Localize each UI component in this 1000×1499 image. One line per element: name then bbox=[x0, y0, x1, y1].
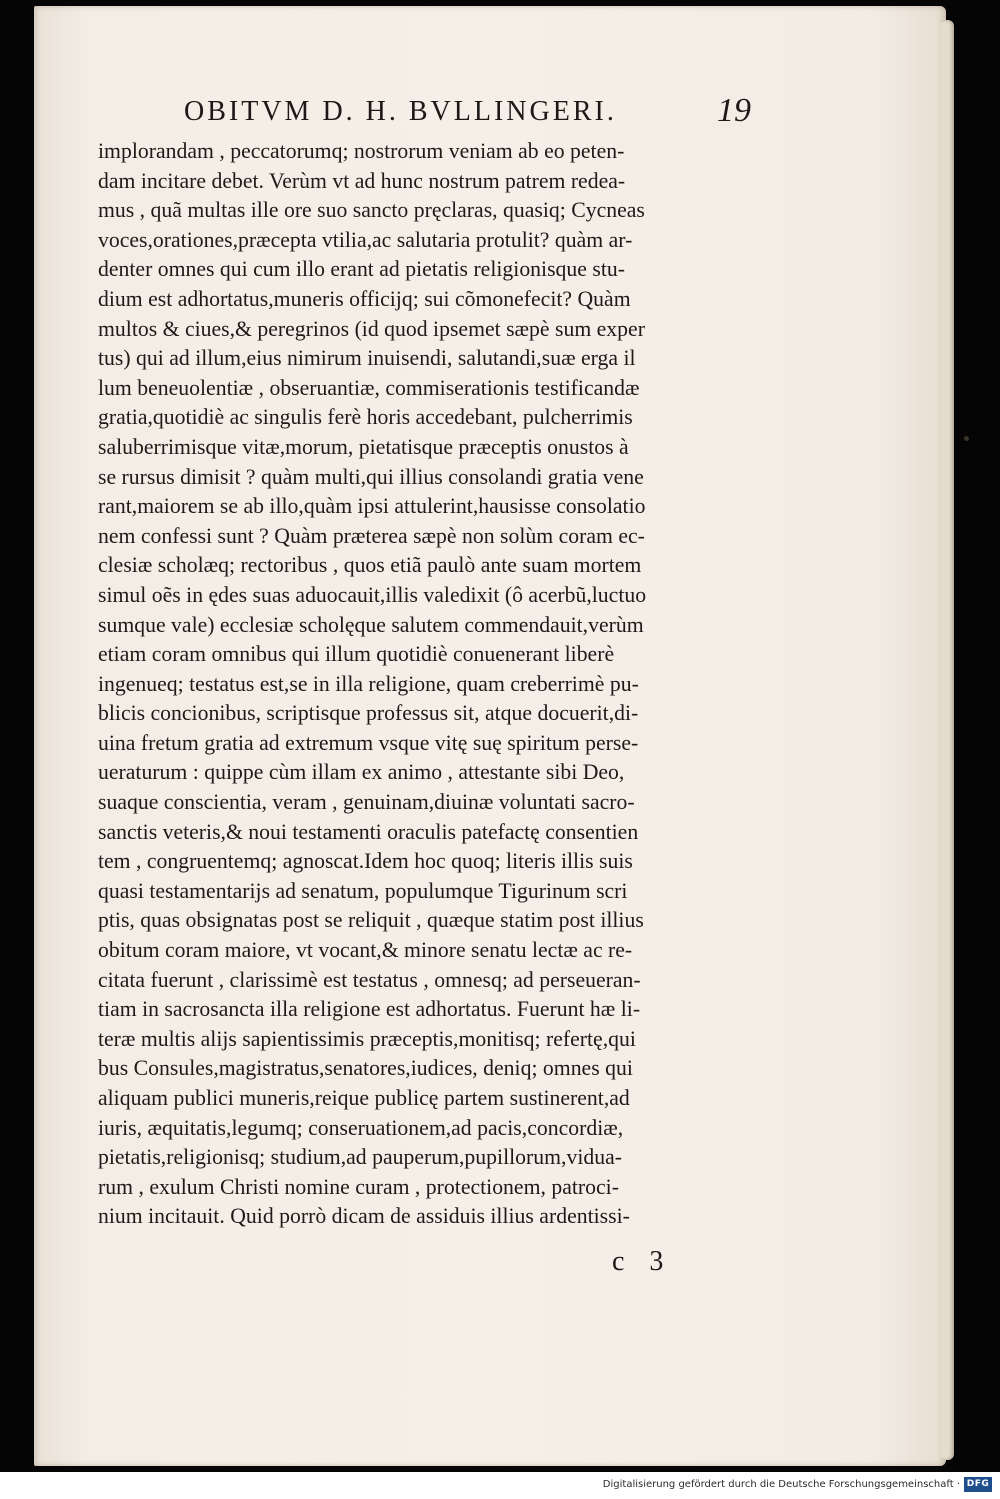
text-line: aliquam publici muneris,reique publicę partem sustinerent,ad bbox=[98, 1085, 630, 1110]
text-line: tus) qui ad illum,eius nimirum inuisendi, salutandi,suæ erga il bbox=[98, 345, 636, 371]
text-line: uina fretum gratia ad extremum vsque vitę suę spiritum perse- bbox=[98, 729, 639, 755]
text-line: nium incitauit. Quid porrò dicam de assiduis illius ardentissi- bbox=[98, 1203, 630, 1229]
text-line: simul oẽs in ędes suas aduocauit,illis valedixit (ô acerbũ,luctuo bbox=[98, 581, 647, 607]
text-line: tiam in sacrosancta illa religione est adhortatus. Fuerunt hæ li- bbox=[98, 996, 641, 1022]
text-line: teræ multis alijs sapientissimis præceptis,monitisq; refertę,qui bbox=[98, 1025, 636, 1051]
text-line: iuris, æquitatis,legumq; conseruationem,ad pacis,concordiæ, bbox=[98, 1114, 624, 1140]
text-line: multos & ciues,& peregrinos (id quod ipsemet sæpè sum exper bbox=[98, 315, 645, 341]
text-line: denter omnes qui cum illo erant ad pietatis religionisque stu- bbox=[98, 256, 625, 282]
text-line: mus , quã multas ille ore suo sancto pręclaras, quasiq; Cycneas bbox=[98, 197, 645, 223]
text-line: citata fuerunt , clarissimè est testatus , omnesq; ad perseueran- bbox=[98, 966, 641, 992]
signature-mark: c 3 bbox=[612, 1246, 664, 1277]
ink-speck bbox=[964, 436, 969, 441]
text-line: ingenueq; testatus est,se in illa religione, quam creberrimè pu- bbox=[98, 670, 639, 696]
running-head: OBITVM D. H. BVLLINGERI. bbox=[184, 96, 617, 127]
text-line: implorandam , peccatorumq; nostrorum veniam ab eo peten- bbox=[98, 138, 625, 163]
text-line: nem confessi sunt ? Quàm præterea sæpè non solùm coram ec- bbox=[98, 522, 645, 548]
text-line: obitum coram maiore, vt vocant,& minore senatu lectæ ac re- bbox=[98, 937, 633, 963]
text-line: rant,maiorem se ab illo,quàm ipsi attulerint,hausisse consolatio bbox=[98, 493, 646, 519]
text-line: rum , exulum Christi nomine curam , protectionem, patroci- bbox=[98, 1173, 619, 1199]
text-line: saluberrimisque vitæ,morum, pietatisque præceptis onustos à bbox=[98, 433, 629, 459]
text-line: sumque vale) ecclesiæ scholęque salutem commendauit,verùm bbox=[98, 611, 644, 637]
text-line: se rursus dimisit ? quàm multi,qui illius consolandi gratia vene bbox=[98, 463, 644, 489]
text-line: bus Consules,magistratus,senatores,iudices, deniq; omnes qui bbox=[98, 1055, 633, 1081]
text-line: gratia,quotidiè ac singulis ferè horis accedebant, pulcherrimis bbox=[98, 404, 633, 430]
text-line: dam incitare debet. Verùm vt ad hunc nostrum patrem redea- bbox=[98, 167, 626, 193]
folio-number: 19 bbox=[717, 92, 751, 129]
text-line: sanctis veteris,& noui testamenti oraculis patefactę consentien bbox=[98, 818, 639, 844]
text-line: tem , congruentemq; agnoscat.Idem hoc quoq; literis illis suis bbox=[98, 848, 633, 874]
footer-bar bbox=[0, 1472, 1000, 1499]
text-line: voces,orationes,præcepta vtilia,ac salutaria protulit? quàm ar- bbox=[98, 226, 633, 252]
text-line: lum beneuolentiæ , obseruantiæ, commiserationis testificandæ bbox=[98, 374, 640, 400]
text-line: ptis, quas obsignatas post se reliquit , quæque statim post illius bbox=[98, 907, 644, 933]
text-line: ueraturum : quippe cùm illam ex animo , attestante sibi Deo, bbox=[98, 759, 625, 785]
footer-credit: Digitalisierung gefördert durch die Deutsche Forschungsgemeinschaft · bbox=[602, 1479, 960, 1490]
text-line: dium est adhortatus,muneris officijq; sui cõmonefecit? Quàm bbox=[98, 285, 631, 311]
page-edge bbox=[940, 20, 954, 1460]
text-line: clesiæ scholæq; rectoribus , quos etiã paulò ante suam mortem bbox=[98, 552, 642, 578]
text-line: etiam coram omnibus qui illum quotidiè conuenerant liberè bbox=[98, 641, 615, 667]
text-line: blicis concionibus, scriptisque professus sit, atque docuerit,di- bbox=[98, 700, 639, 726]
body-text bbox=[98, 136, 778, 1231]
dfg-logo-icon: DFG bbox=[964, 1477, 992, 1492]
text-line: pietatis,religionisq; studium,ad pauperum,pupillorum,vidua- bbox=[98, 1144, 623, 1170]
text-line: quasi testamentarijs ad senatum, populumque Tigurinum scri bbox=[98, 877, 628, 903]
text-line: suaque conscientia, veram , genuinam,diuinæ voluntati sacro- bbox=[98, 789, 635, 815]
book-page bbox=[34, 6, 946, 1466]
